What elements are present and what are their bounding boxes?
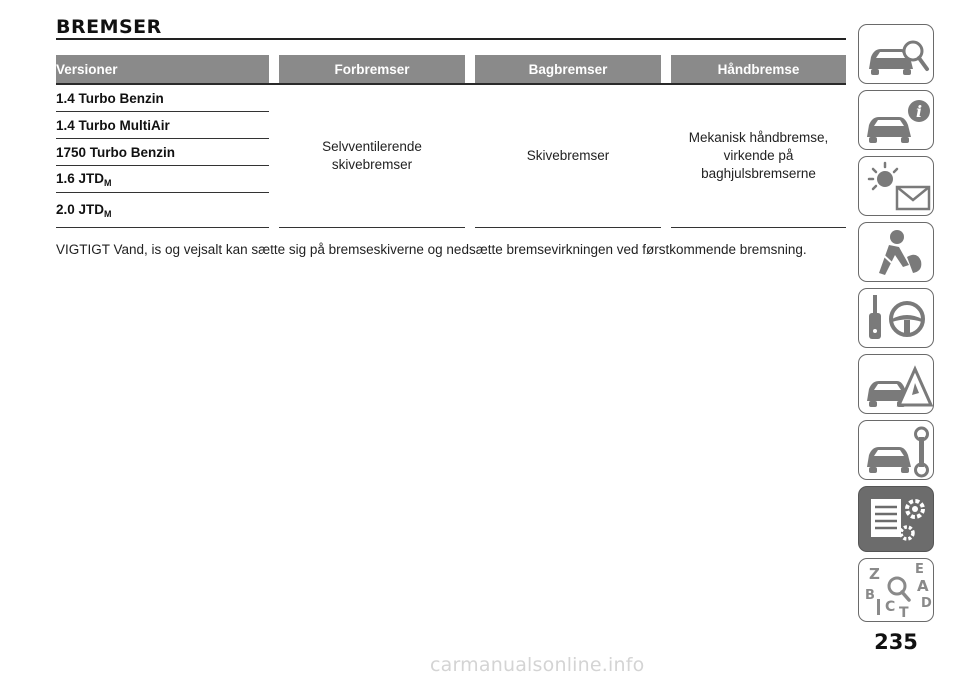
index-letter: T	[899, 605, 909, 621]
table-row	[56, 84, 846, 112]
car-info-icon	[859, 91, 935, 151]
chapter-tab-5[interactable]	[858, 288, 934, 348]
svg-text:i: i	[915, 102, 923, 121]
handbrake-cell	[671, 84, 846, 228]
car-accident-warning-icon	[859, 355, 935, 415]
brake-spec-table	[56, 55, 846, 228]
important-note: VIGTIGT Vand, is og vejsalt kan sætte sig på bremseskiverne og nedsætte bremsevirkningen ved førstkommende bremsning.	[56, 242, 807, 257]
chapter-tab-4[interactable]	[858, 222, 934, 282]
header-gap	[269, 55, 279, 84]
index-letter: C	[885, 599, 896, 615]
warning-light-envelope-icon	[859, 157, 935, 217]
index-letter: A	[917, 577, 929, 595]
page-title: BREMSER	[56, 16, 162, 38]
front-brakes-line: Selvventilerende	[322, 139, 422, 154]
car-wrench-icon	[859, 421, 935, 481]
car-magnifier-icon	[859, 25, 935, 85]
version-name: 1750 Turbo Benzin	[56, 144, 176, 160]
version-name: 1.6 JTD	[56, 170, 105, 186]
header-gap	[661, 55, 671, 84]
rear-brakes-cell: Skivebremser	[475, 84, 661, 228]
version-cell	[56, 112, 269, 139]
handbrake-line: Mekanisk håndbremse,	[688, 130, 829, 145]
header-rear-brakes: Bagbremser	[475, 55, 661, 84]
airbag-passenger-icon	[859, 223, 935, 283]
version-cell	[56, 166, 269, 193]
index-letter: B	[865, 588, 875, 603]
spacer-cell	[465, 84, 475, 228]
header-handbrake: Håndbremse	[671, 55, 846, 84]
chapter-tab-8-active[interactable]	[858, 486, 934, 552]
version-name: 2.0 JTD	[56, 201, 105, 217]
chapter-tab-1[interactable]	[858, 24, 934, 84]
chapter-tab-7[interactable]	[858, 420, 934, 480]
page-number: 235	[874, 630, 918, 654]
version-name: 1.4 Turbo Benzin	[56, 90, 164, 106]
chapter-tab-3[interactable]	[858, 156, 934, 216]
index-letter: Z	[869, 565, 880, 583]
chapter-tab-9[interactable]	[858, 558, 934, 622]
version-name: 1.4 Turbo MultiAir	[56, 117, 170, 133]
header-versions: Versioner	[56, 55, 269, 84]
index-letter: E	[915, 562, 924, 577]
front-brakes-cell	[279, 84, 465, 228]
version-subscript: M	[104, 208, 112, 219]
alphabet-index-icon	[859, 559, 935, 623]
spacer-cell	[661, 84, 671, 228]
version-cell	[56, 193, 269, 228]
spacer-cell	[269, 84, 279, 228]
front-brakes-line: skivebremser	[331, 157, 413, 172]
index-letter: D	[921, 596, 932, 611]
version-subscript: M	[104, 177, 112, 188]
header-front-brakes: Forbremser	[279, 55, 465, 84]
version-cell	[56, 139, 269, 166]
handbrake-line: virkende på	[723, 148, 794, 163]
key-steering-wheel-icon	[859, 289, 935, 349]
watermark-text: carmanualsonline.info	[430, 654, 645, 676]
header-gap	[465, 55, 475, 84]
table-header-row	[56, 55, 846, 84]
chapter-tab-6[interactable]	[858, 354, 934, 414]
handbrake-line: baghjulsbremserne	[701, 166, 816, 181]
title-rule	[56, 38, 846, 40]
version-cell	[56, 84, 269, 112]
chapter-tab-2[interactable]	[858, 90, 934, 150]
specs-list-gear-icon	[859, 487, 935, 553]
